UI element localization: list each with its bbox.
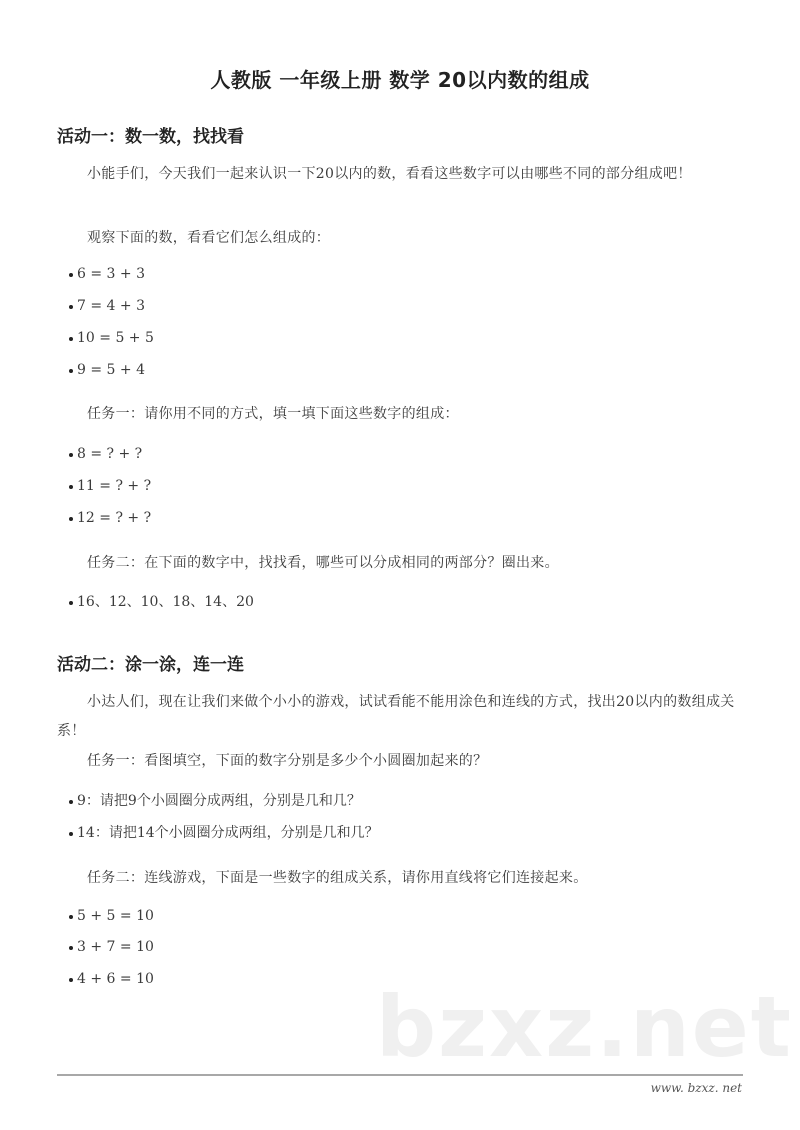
list-item: 7 = 4 + 3 bbox=[77, 298, 145, 314]
list-item: 4 + 6 = 10 bbox=[77, 971, 154, 987]
watermark: bzxz.net bbox=[376, 978, 793, 1076]
activity1-heading: 活动一：数一数，找找看 bbox=[57, 127, 244, 147]
activity1-task2: 任务二：在下面的数字中，找找看，哪些可以分成相同的两部分？圈出来。 bbox=[87, 555, 559, 571]
list-item: 11 = ? + ? bbox=[77, 478, 152, 494]
list-item: 9：请把9个小圆圈分成两组，分别是几和几？ bbox=[77, 793, 361, 809]
activity2-task2: 任务二：连线游戏，下面是一些数字的组成关系，请你用直线将它们连接起来。 bbox=[87, 870, 588, 886]
activity1-task1: 任务一：请你用不同的方式，填一填下面这些数字的组成： bbox=[87, 406, 459, 422]
activity2-task1: 任务一：看图填空，下面的数字分别是多少个小圆圈加起来的？ bbox=[87, 753, 488, 769]
page-title: 人教版 一年级上册 数学 20以内数的组成 bbox=[210, 68, 590, 92]
list-item: 6 = 3 + 3 bbox=[77, 266, 145, 282]
list-item: 5 + 5 = 10 bbox=[77, 908, 154, 924]
list-item: 9 = 5 + 4 bbox=[77, 362, 145, 378]
list-item: 12 = ? + ? bbox=[77, 510, 152, 526]
activity1-observe: 观察下面的数，看看它们怎么组成的： bbox=[87, 230, 331, 246]
activity2-heading: 活动二：涂一涂，连一连 bbox=[57, 655, 244, 675]
footer-divider bbox=[57, 1074, 743, 1076]
list-item: 16、12、10、18、14、20 bbox=[77, 594, 254, 610]
list-item: 8 = ? + ? bbox=[77, 446, 143, 462]
list-item: 10 = 5 + 5 bbox=[77, 330, 154, 346]
list-item: 3 + 7 = 10 bbox=[77, 939, 154, 955]
activity2-intro: 小达人们，现在让我们来做个小小的游戏，试试看能不能用涂色和连线的方式，找出20以内的数组成关系！ bbox=[57, 694, 735, 739]
activity1-intro: 小能手们，今天我们一起来认识一下20以内的数，看看这些数字可以由哪些不同的部分组成吧！ bbox=[87, 166, 692, 182]
list-item: 14：请把14个小圆圈分成两组，分别是几和几？ bbox=[77, 825, 379, 841]
footer-url: www. bzxz. net bbox=[650, 1081, 742, 1095]
